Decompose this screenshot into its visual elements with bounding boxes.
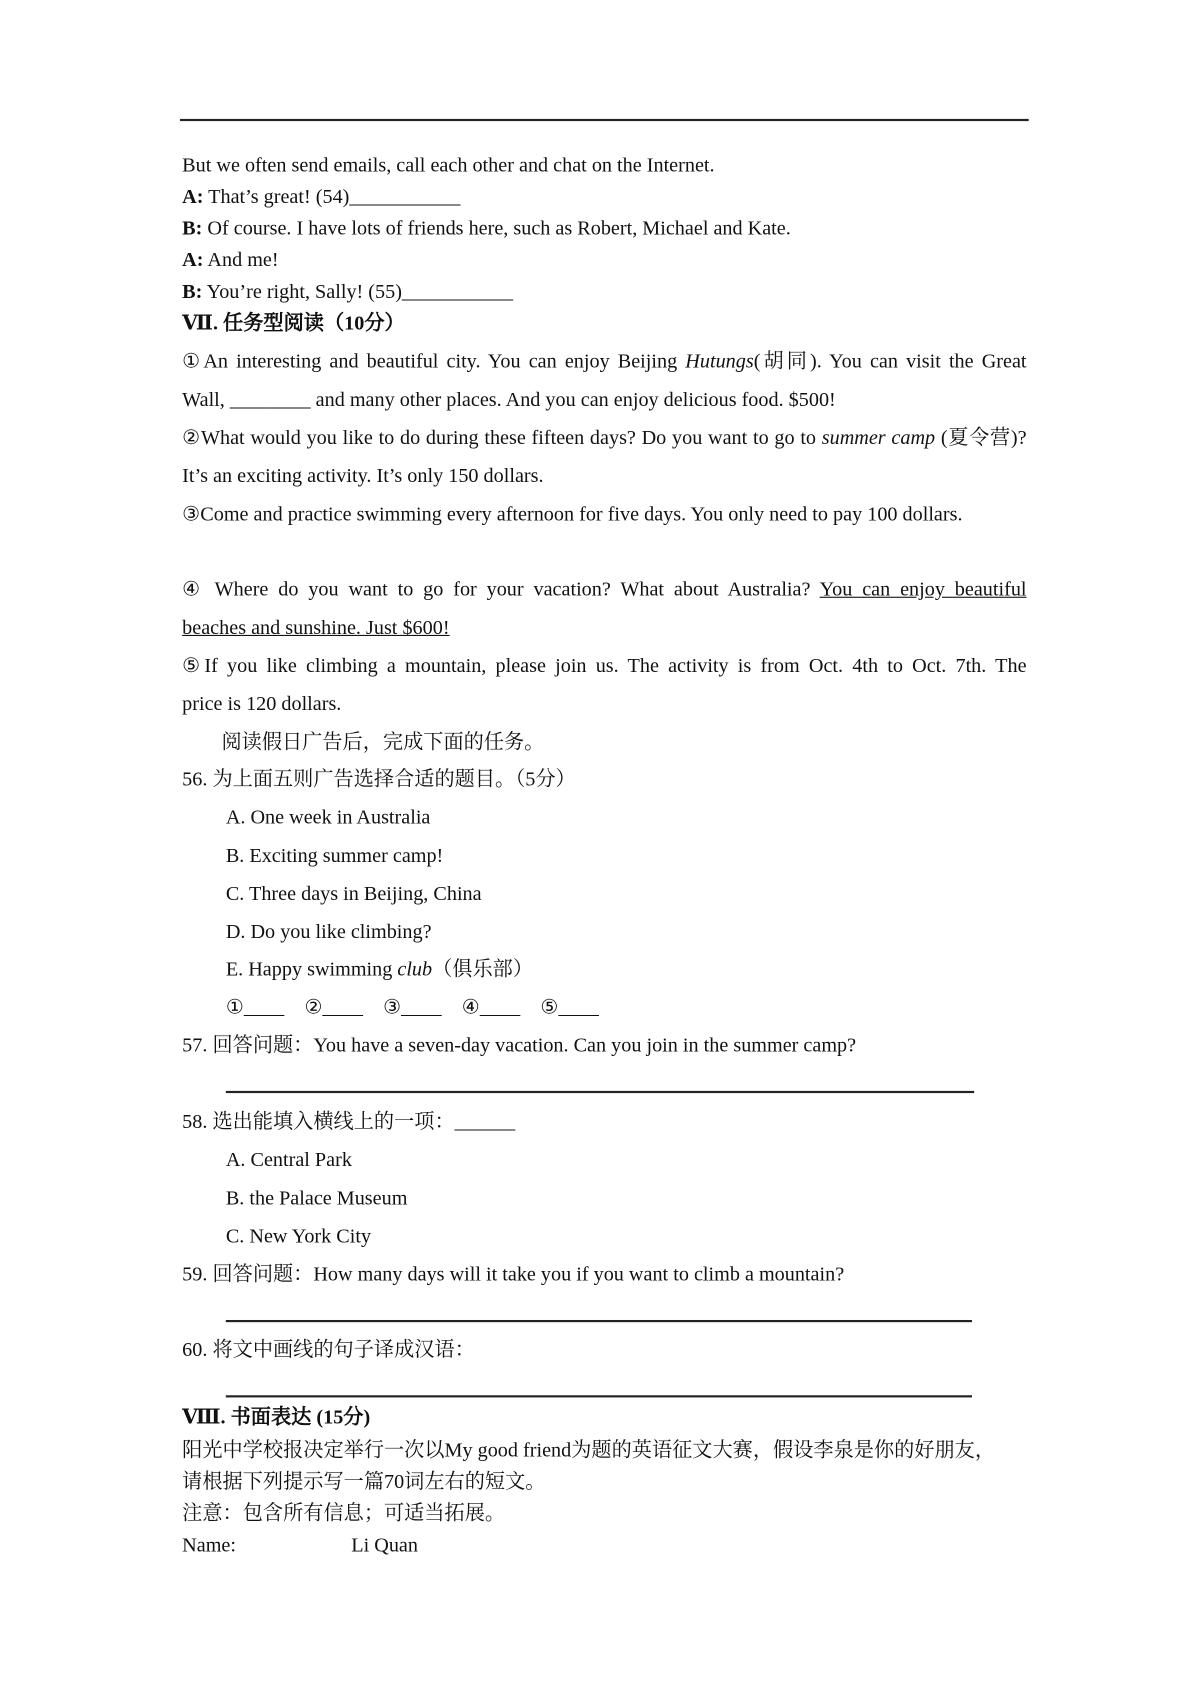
question-56: 56. 为上面五则广告选择合适的题目。（5分） bbox=[182, 769, 576, 791]
ad-2-line: It’s an exciting activity. It’s only 150 dollars. bbox=[182, 465, 544, 488]
question-58: 58. 选出能填入横线上的一项：______ bbox=[182, 1111, 516, 1134]
text: ①An interesting and beautiful city. You can enjoy Beijing bbox=[182, 351, 686, 374]
answer-blanks[interactable]: ①____ ②____ ③____ ④____ ⑤____ bbox=[225, 997, 599, 1019]
dialogue-text: That’s great! (54)___________ bbox=[203, 186, 461, 209]
option bbox=[226, 958, 533, 982]
dialogue-text: And me! bbox=[203, 249, 279, 272]
answer-line[interactable] bbox=[226, 1395, 972, 1397]
writing-prompt: 阳光中学校报决定举行一次以My good friend为题的英语征文大赛，假设李泉是你的好朋友， bbox=[182, 1439, 996, 1462]
speaker: A: bbox=[182, 186, 204, 209]
ad-2-line bbox=[182, 427, 1026, 451]
text: (胡同). You can visit the Great bbox=[753, 351, 1027, 374]
name-value: Li Quan bbox=[351, 1534, 418, 1557]
text: ④ Where do you want to go for your vacation? What about Australia? bbox=[182, 579, 820, 602]
dialogue-line bbox=[182, 249, 278, 273]
speaker: B: bbox=[182, 281, 203, 304]
question-60: 60. 将文中画线的句子译成汉语： bbox=[182, 1339, 475, 1362]
ad-3-line: ③Come and practice swimming every afternoon for five days. You only need to pay 100 dollars. bbox=[182, 503, 963, 526]
dialogue-line bbox=[182, 185, 460, 209]
name-label: Name: bbox=[182, 1534, 236, 1557]
option: D. Do you like climbing? bbox=[225, 921, 432, 944]
dialogue-text: Of course. I have lots of friends here, such as Robert, Michael and Kate. bbox=[202, 218, 791, 240]
option: C. New York City bbox=[225, 1226, 372, 1248]
section-7-title: Ⅶ. 任务型阅读（10分） bbox=[182, 313, 405, 335]
dialogue-line bbox=[182, 280, 513, 304]
answer-line[interactable] bbox=[226, 1320, 972, 1322]
writing-prompt: 请根据下列提示写一篇70词左右的短文。 bbox=[182, 1471, 546, 1494]
dialogue-line bbox=[182, 154, 714, 178]
header-rule bbox=[180, 119, 1029, 121]
option: C. Three days in Beijing, China bbox=[225, 883, 482, 906]
ad-1-line: Wall, ________ and many other places. And you can enjoy delicious food. $500! bbox=[182, 389, 836, 412]
text: (夏令营)? bbox=[935, 427, 1027, 450]
text: summer camp bbox=[821, 427, 936, 450]
answer-line[interactable] bbox=[226, 1091, 974, 1093]
text: E. Happy swimming bbox=[225, 958, 398, 981]
ad-1-line bbox=[182, 350, 1026, 374]
text: ②What would you like to do during these fifteen days? Do you want to go to bbox=[182, 427, 822, 450]
speaker: A: bbox=[182, 249, 204, 272]
ad-5-line: price is 120 dollars. bbox=[182, 693, 342, 716]
speaker: B: bbox=[182, 218, 203, 240]
question-57: 57. 回答问题：You have a seven-day vacation. Can you join in the summer camp? bbox=[182, 1035, 857, 1058]
option: A. Central Park bbox=[225, 1149, 352, 1172]
option: B. the Palace Museum bbox=[225, 1187, 408, 1210]
underlined-sentence: You can enjoy beautiful bbox=[819, 579, 1027, 602]
instruction: 阅读假日广告后，完成下面的任务。 bbox=[221, 731, 545, 754]
section-8-title: Ⅷ. 书面表达 (15分) bbox=[182, 1407, 371, 1430]
dialogue-text: You’re right, Sally! (55)___________ bbox=[202, 281, 513, 304]
underlined-sentence: beaches and sunshine. Just $600! bbox=[182, 617, 450, 640]
ad-4-line bbox=[182, 578, 1026, 602]
text: club bbox=[397, 958, 433, 981]
question-59: 59. 回答问题：How many days will it take you if you want to climb a mountain? bbox=[182, 1264, 845, 1287]
option: B. Exciting summer camp! bbox=[225, 845, 444, 868]
text: （俱乐部） bbox=[432, 958, 534, 981]
ad-5-line: ⑤If you like climbing a mountain, please join us. The activity is from Oct. 4th to Oct. 7th. The bbox=[182, 655, 1027, 678]
option: A. One week in Australia bbox=[225, 807, 431, 830]
dialogue-line bbox=[182, 217, 791, 241]
dialogue-text: But we often send emails, call each other and chat on the Internet. bbox=[182, 154, 715, 177]
text: Hutungs bbox=[685, 351, 754, 374]
writing-note: 注意：包含所有信息；可适当拓展。 bbox=[182, 1503, 506, 1526]
